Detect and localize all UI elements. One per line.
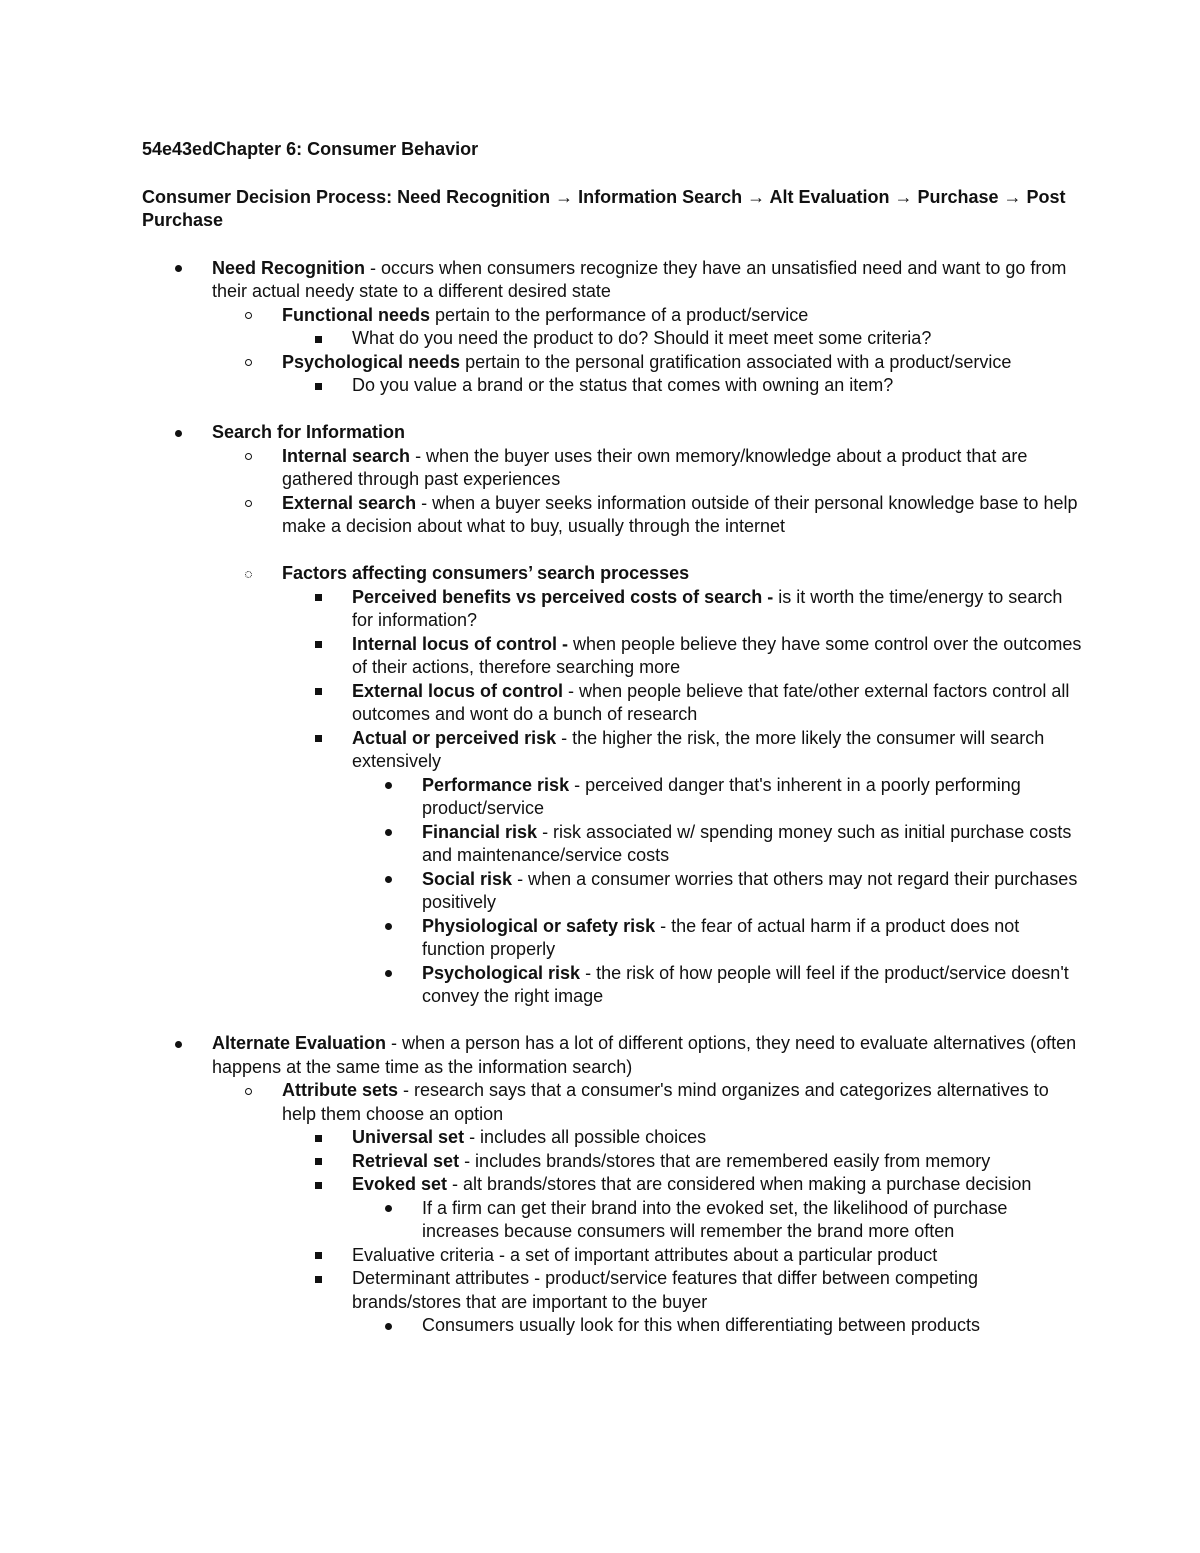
- bullet-dot-icon: [380, 1314, 396, 1338]
- bullet-circle-icon: [240, 351, 256, 375]
- term: Financial risk: [422, 821, 538, 842]
- description: - when people believe that fate/other external factors control all outcomes and wont do a bunch of research: [352, 680, 1070, 724]
- description: Evaluative criteria - a set of important attributes about a particular product: [352, 1244, 938, 1265]
- description: - includes brands/stores that are remembered easily from memory: [459, 1150, 991, 1171]
- list-item: [142, 257, 1082, 398]
- description: is it worth the time/energy to search for information?: [352, 586, 1063, 630]
- bullet-square-icon: [310, 327, 326, 351]
- description: - alt brands/stores that are considered when making a purchase decision: [447, 1174, 1032, 1194]
- list-item: [282, 1173, 1082, 1244]
- section-need-recognition: [142, 257, 1082, 398]
- list-item: [352, 868, 1082, 915]
- bullet-dot-icon: [380, 821, 396, 845]
- bullet-square-icon: [310, 1267, 326, 1291]
- list-item: [352, 1197, 1082, 1244]
- description: - perceived danger that's inherent in a poorly performing product/service: [422, 774, 1021, 818]
- bullet-square-icon: [310, 1150, 326, 1174]
- bullet-dot-icon: [170, 421, 186, 445]
- term: Evoked set: [352, 1174, 448, 1194]
- list-item: [352, 962, 1082, 1009]
- term: Factors affecting consumers’ search processes: [282, 563, 690, 583]
- list-item: [282, 680, 1082, 727]
- term: Psychological needs: [282, 351, 461, 372]
- term: Actual or perceived risk: [352, 727, 557, 748]
- list-item: [142, 1032, 1082, 1338]
- description: - when a buyer seeks information outside of their personal knowledge base to help make a decision about what to buy, usually through the internet: [282, 492, 1078, 536]
- page-title: 54e43edChapter 6: Consumer Behavior: [142, 139, 479, 159]
- term: Universal set: [352, 1127, 465, 1147]
- bullet-dot-icon: [380, 868, 396, 892]
- description: - research says that a consumer's mind organizes and categorizes alternatives to help them choose an option: [282, 1080, 1049, 1124]
- description: - the higher the risk, the more likely the consumer will search extensively: [352, 727, 1045, 771]
- term: Internal search: [282, 445, 411, 466]
- description: - the fear of actual harm if a product does not function properly: [422, 915, 1020, 959]
- term: Attribute sets: [282, 1080, 399, 1100]
- list-item: [352, 915, 1082, 962]
- description: pertain to the personal gratification associated with a product/service: [460, 351, 1012, 372]
- term: Need Recognition: [212, 257, 366, 278]
- bullet-square-icon: [310, 586, 326, 610]
- bullet-square-icon: [310, 374, 326, 398]
- bullet-dot-icon: [380, 915, 396, 939]
- description: pertain to the performance of a product/service: [430, 304, 809, 325]
- list-item: [282, 1244, 1082, 1268]
- list-item: [282, 633, 1082, 680]
- description: - occurs when consumers recognize they have an unsatisfied need and want to go from their actual needy state to a different desired state: [212, 257, 1067, 301]
- bullet-circle-icon: [240, 492, 256, 516]
- term: Performance risk: [422, 774, 570, 795]
- bullet-square-icon: [310, 1173, 326, 1197]
- term: Perceived benefits vs perceived costs of search -: [352, 586, 774, 607]
- bullet-square-icon: [310, 1126, 326, 1150]
- term: External search: [282, 492, 417, 513]
- bullet-square-icon: [310, 633, 326, 657]
- term: Search for Information: [212, 422, 406, 442]
- bullet-circle-icon: [240, 562, 256, 586]
- list-item: [282, 374, 1082, 398]
- description: - when the buyer uses their own memory/knowledge about a product that are gathered through past experiences: [282, 445, 1028, 489]
- bullet-square-icon: [310, 1244, 326, 1268]
- description: - when a person has a lot of different options, they need to evaluate alternatives (often happens at the same time as the information search): [212, 1033, 1077, 1077]
- section-alternate-evaluation: [142, 1032, 1082, 1338]
- list-item: [352, 821, 1082, 868]
- bullet-circle-icon: [240, 304, 256, 328]
- term: External locus of control: [352, 680, 564, 701]
- bullet-dot-icon: [380, 1197, 396, 1221]
- description: - when a consumer worries that others may not regard their purchases positively: [422, 868, 1078, 912]
- bullet-square-icon: [310, 727, 326, 751]
- term: Physiological or safety risk: [422, 915, 656, 936]
- list-item: [212, 445, 1082, 492]
- term: Internal locus of control -: [352, 633, 569, 654]
- description: Consumers usually look for this when differentiating between products: [422, 1315, 980, 1335]
- list-item: [212, 562, 1082, 1009]
- bullet-circle-icon: [240, 1079, 256, 1103]
- bullet-dot-icon: [170, 257, 186, 281]
- process-heading: Consumer Decision Process: Need Recognition → Information Search → Alt Evaluation → Purchase → Post Purchase: [142, 186, 1066, 230]
- list-item: [212, 1079, 1082, 1338]
- description: If a firm can get their brand into the evoked set, the likelihood of purchase increases because consumers will remember the brand more often: [422, 1197, 1008, 1241]
- term: Retrieval set: [352, 1150, 460, 1171]
- list-item: [142, 421, 1082, 1009]
- list-item: [282, 327, 1082, 351]
- term: Functional needs: [282, 304, 431, 325]
- description: Do you value a brand or the status that comes with owning an item?: [352, 375, 894, 395]
- term: Alternate Evaluation: [212, 1033, 387, 1053]
- list-item: [212, 304, 1082, 351]
- description: when people believe they have some control over the outcomes of their actions, therefore searching more: [352, 633, 1082, 677]
- description: - includes all possible choices: [464, 1127, 707, 1147]
- description: - the risk of how people will feel if the product/service doesn't convey the right image: [422, 962, 1069, 1006]
- document-content: [142, 138, 1082, 1338]
- bullet-dot-icon: [170, 1032, 186, 1056]
- term: Psychological risk: [422, 962, 581, 983]
- bullet-dot-icon: [380, 774, 396, 798]
- list-item: [212, 351, 1082, 398]
- list-item: [282, 727, 1082, 1009]
- list-item: [282, 1267, 1082, 1338]
- section-search-for-information: [142, 421, 1082, 1009]
- bullet-circle-icon: [240, 445, 256, 469]
- description: - risk associated w/ spending money such as initial purchase costs and maintenance/service costs: [422, 821, 1072, 865]
- list-item: [352, 1314, 1082, 1338]
- list-item: [212, 492, 1082, 539]
- description: Determinant attributes - product/service features that differ between competing brands/stores that are important to the buyer: [352, 1268, 978, 1312]
- list-item: [282, 586, 1082, 633]
- description: What do you need the product to do? Should it meet meet some criteria?: [352, 328, 932, 348]
- list-item: [282, 1150, 1082, 1174]
- list-item: [352, 774, 1082, 821]
- bullet-dot-icon: [380, 962, 396, 986]
- list-item: [282, 1126, 1082, 1150]
- bullet-square-icon: [310, 680, 326, 704]
- term: Social risk: [422, 868, 513, 889]
